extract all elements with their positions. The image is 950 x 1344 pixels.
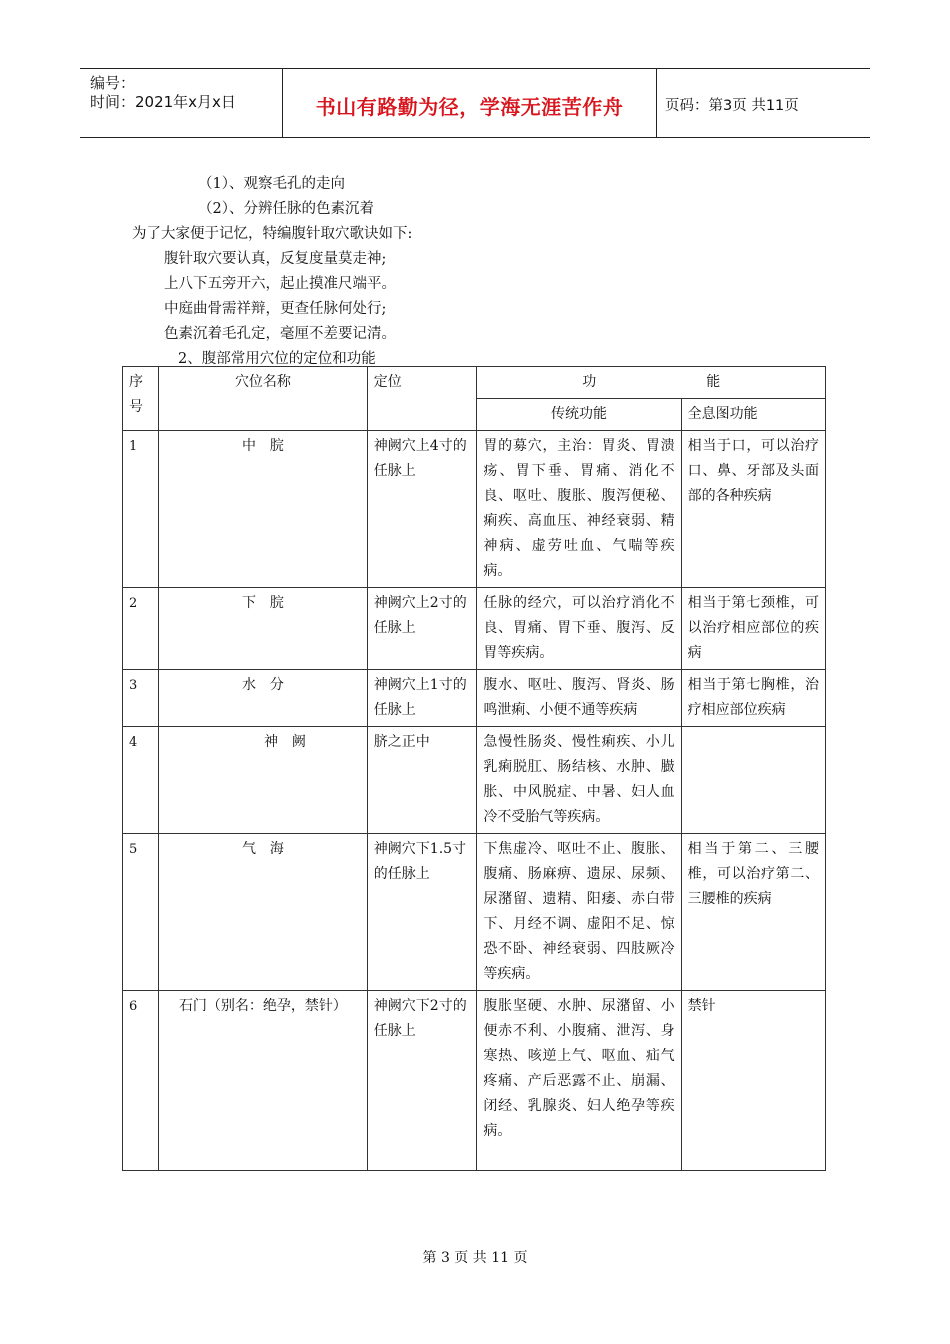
acupoint-table: [122, 366, 826, 1171]
header-position: 定位: [367, 367, 477, 431]
section-title: 2、腹部常用穴位的定位和功能: [178, 351, 376, 367]
row-position: 神阙穴下2寸的任脉上: [367, 991, 477, 1171]
row-num: 5: [123, 834, 159, 991]
row-holographic: [681, 727, 825, 834]
row-traditional: 下焦虚冷、呕吐不止、腹胀、腹痛、肠麻痹、遗尿、尿频、尿潴留、遗精、阳痿、赤白带下、月经不调、虚阳不足、惊恐不卧、神经衰弱、四肢厥冷等疾病。: [477, 834, 681, 991]
row-name: 水 分: [159, 670, 368, 727]
row-num: 4: [123, 727, 159, 834]
verse-line: 中庭曲骨需祥辩，更查任脉何处行;: [164, 301, 387, 317]
row-position: 神阙穴上1寸的任脉上: [367, 670, 477, 727]
row-traditional: 急慢性肠炎、慢性痢疾、小儿乳痢脱肛、肠结核、水肿、臌胀、中风脱症、中暑、妇人血冷不受胎气等疾病。: [477, 727, 681, 834]
header-holographic: 全息图功能: [681, 399, 825, 431]
date-label: 时间：2021年x月x日: [90, 93, 236, 111]
header-page-cell: [657, 69, 870, 137]
verse-line: 上八下五旁开六，起止摸准尺端平。: [164, 276, 396, 292]
header-name: 穴位名称: [159, 367, 368, 431]
table-row: [123, 727, 826, 834]
table-row: [123, 588, 826, 670]
row-num: 3: [123, 670, 159, 727]
row-holographic: 禁针: [681, 991, 825, 1171]
serial-label: 编号：: [90, 74, 136, 92]
row-holographic: 相当于口，可以治疗口、鼻、牙部及头面部的各种疾病: [681, 431, 825, 588]
row-position: 脐之正中: [367, 727, 477, 834]
verse-line: 色素沉着毛孔定，毫厘不差要记清。: [164, 326, 396, 342]
text-line: （1）、观察毛孔的走向: [198, 176, 345, 192]
motto: 书山有路勤为径，学海无涯苦作舟: [315, 95, 624, 119]
text-line: 为了大家便于记忆，特编腹针取穴歌诀如下:: [132, 226, 413, 242]
row-holographic: 相当于第二、三腰椎，可以治疗第二、三腰椎的疾病: [681, 834, 825, 991]
header-traditional: 传统功能: [477, 399, 681, 431]
row-position: 神阙穴上4寸的任脉上: [367, 431, 477, 588]
table-row: [123, 670, 826, 727]
header-num: 序号: [123, 367, 159, 431]
row-name: 气 海: [159, 834, 368, 991]
row-num: 1: [123, 431, 159, 588]
row-name: 石门（别名：绝孕，禁针）: [159, 991, 368, 1171]
header-function-b: 能: [706, 374, 721, 390]
row-position: 神阙穴上2寸的任脉上: [367, 588, 477, 670]
page-footer: 第 3 页 共 11 页: [422, 1250, 528, 1266]
header-motto-cell: [283, 69, 657, 137]
page-info: 页码：第3页 共11页: [665, 98, 799, 114]
header-function-a: 功: [582, 374, 597, 390]
row-position: 神阙穴下1.5寸的任脉上: [367, 834, 477, 991]
row-name: 中 脘: [159, 431, 368, 588]
table-row: [123, 431, 826, 588]
page-header: [80, 68, 870, 138]
row-traditional: 胃的募穴，主治：胃炎、胃溃疡、胃下垂、胃痛、消化不良、呕吐、腹胀、腹泻便秘、痢疾、高血压、神经衰弱、精神病、虚劳吐血、气喘等疾病。: [477, 431, 681, 588]
row-holographic: 相当于第七胸椎，治疗相应部位疾病: [681, 670, 825, 727]
table-header-row: [123, 367, 826, 399]
row-traditional: 任脉的经穴，可以治疗消化不良、胃痛、胃下垂、腹泻、反胃等疾病。: [477, 588, 681, 670]
row-num: 6: [123, 991, 159, 1171]
header-function: [477, 367, 826, 399]
verse-line: 腹针取穴要认真，反复度量莫走神;: [164, 251, 387, 267]
table-row: [123, 834, 826, 991]
row-name: 下 脘: [159, 588, 368, 670]
table-row: [123, 991, 826, 1171]
row-holographic: 相当于第七颈椎，可以治疗相应部位的疾病: [681, 588, 825, 670]
row-traditional: 腹水、呕吐、腹泻、肾炎、肠鸣泄痢、小便不通等疾病: [477, 670, 681, 727]
row-traditional: 腹胀坚硬、水肿、尿潴留、小便赤不利、小腹痛、泄泻、身寒热、咳逆上气、呕血、疝气疼痛、产后恶露不止、崩漏、闭经、乳腺炎、妇人绝孕等疾病。: [477, 991, 681, 1171]
text-line: （2）、分辨任脉的色素沉着: [198, 201, 374, 217]
row-num: 2: [123, 588, 159, 670]
row-name: 神 阙: [159, 727, 368, 834]
header-meta: [80, 69, 283, 137]
